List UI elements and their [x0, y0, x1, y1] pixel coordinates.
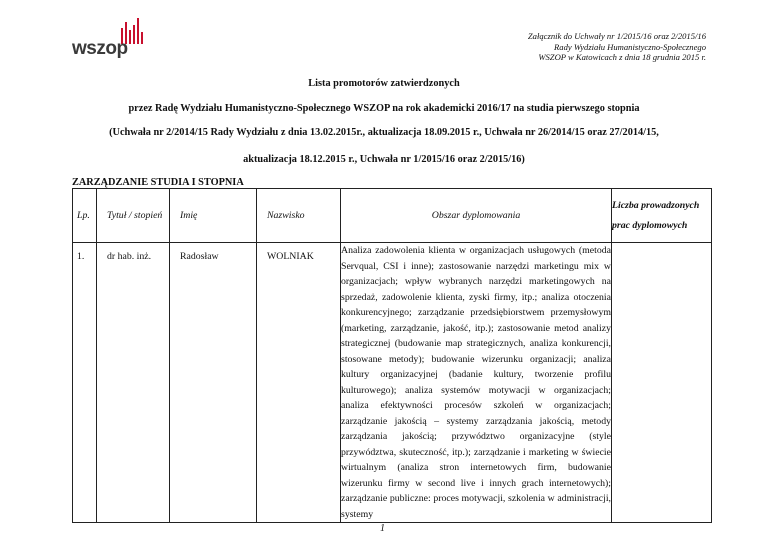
count-header-line1: Liczba prowadzonych — [612, 199, 700, 211]
annex-line: WSZOP w Katowicach z dnia 18 grudnia 2015 r. — [538, 52, 706, 63]
promoters-table — [72, 188, 712, 523]
cell-first-name: Radosław — [170, 243, 257, 523]
col-header-lp: Lp. — [73, 189, 97, 243]
table-header-row — [73, 189, 712, 243]
page-number: 1 — [380, 523, 385, 534]
col-header-title: Tytuł / stopień — [97, 189, 170, 243]
cell-lp: 1. — [73, 243, 97, 523]
document-title: Lista promotorów zatwierdzonych — [308, 78, 460, 89]
logo-wordmark: wszop — [72, 38, 128, 59]
table-row — [73, 243, 712, 523]
cell-area: Analiza zadowolenia klienta w organizacjach usługowych (metoda Servqual, CSI i inne); zastosowanie narzędzi marketingu mix w organizacjach; wpływ wybranych narzędzi marketingowych na sprzedaż, zadowolenie klienta, zyski firmy, itp.; analiza otoczenia konkurencyjnego; zarządzanie przedsiębiorstwem przemysłowym (marketing, zarządzanie, jakość, itp.); zastosowanie metod analizy strategicznej (budowanie map strategicznych, analiza konkurencji, stosowane metody); budowanie wizerunku organizacji; analiza kultury organizacyjnej (badanie kultury, tworzenie profilu kulturowego); analiza systemów motywacji w organizacjach; analiza efektywności procesów szkoleń w organizacjach; zarządzanie jakością – systemy zarządzania jakością, metody zarządzania jakością; przywództwo organizacyjne (style przywództwa, skuteczność, itp.); zarządzanie i marketing w świecie wirtualnym (analiza stron internetowych firm, budowanie wizerunku firmy w second live i innych grach internetowych); zarządzanie publiczne: proces motywacji, szkolenia w administracji, systemy — [341, 243, 612, 523]
count-header-line2: prac dyplomowych — [612, 219, 688, 231]
col-header-area: Obszar dyplomowania — [341, 189, 612, 243]
wszop-logo — [72, 16, 152, 60]
col-header-first-name: Imię — [170, 189, 257, 243]
annex-line: Załącznik do Uchwały nr 1/2015/16 oraz 2/2015/16 — [527, 31, 706, 41]
cell-count — [612, 243, 712, 523]
col-header-count — [612, 189, 712, 243]
section-heading: ZARZĄDZANIE STUDIA I STOPNIA — [72, 177, 244, 188]
annex-note — [466, 31, 706, 63]
col-header-last-name: Nazwisko — [257, 189, 341, 243]
annex-line: Rady Wydziału Humanistyczno-Społecznego — [554, 41, 706, 52]
resolution-reference: (Uchwała nr 2/2014/15 Rady Wydziału z dnia 13.02.2015r., aktualizacja 18.09.2015 r., Uchwała nr 26/2014/15 oraz 27/2014/15, — [109, 127, 659, 138]
document-subtitle: przez Radę Wydziału Humanistyczno-Społecznego WSZOP na rok akademicki 2016/17 na studia pierwszego stopnia — [128, 103, 640, 114]
resolution-reference-cont: aktualizacja 18.12.2015 r., Uchwała nr 1/2015/16 oraz 2/2015/16) — [243, 154, 525, 165]
cell-last-name: WOLNIAK — [257, 243, 341, 523]
cell-title: dr hab. inż. — [97, 243, 170, 523]
